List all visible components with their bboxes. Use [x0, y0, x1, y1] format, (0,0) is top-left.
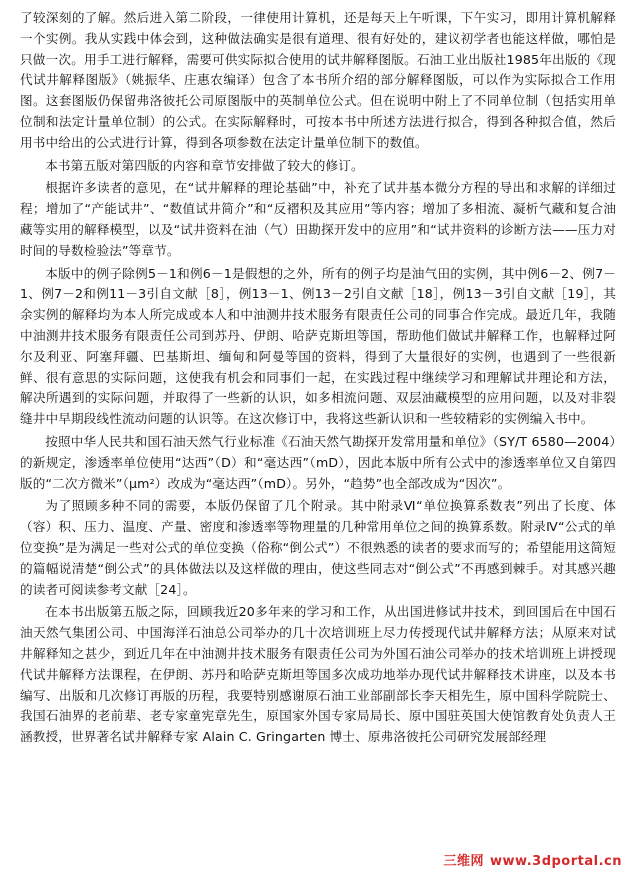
paragraph-7: 在本书出版第五版之际，回顾我近20多年来的学习和工作，从出国进修试井技术，到回国后在中国石油天然气集团公司、中国海洋石油总公司举办的几十次培训班上尽力传授现代试井解释方法；从原来对试井解释知之甚少，到近几年在中油测井技术服务有限责任公司为外国石油公司举办的技术培训班上讲授现代试井解释方法课程，在伊朗、苏丹和哈萨克斯坦等国多次成功地举办现代试井解释技术讲座，以及本书编写、出版和几次修订再版的历程，我要特别感谢原石油工业部副部长李天相先生，原中国科学院院士、我国石油界的老前辈、老专家童宪章先生，原国家外国专家局局长、原中国驻英国大使馆教育处负责人王涵教授，世界著名试井解释专家 Alain C. Gringarten 博士、原弗洛彼托公司研究发展部经理	[20, 604, 616, 745]
watermark-url: www.3dportal.cn	[490, 854, 622, 869]
paragraph-4: 本版中的例子除例5－1和例6－1是假想的之外，所有的例子均是油气田的实例，其中例6－2、例7－1、例7－2和例11－3引自文献［8］，例13－1、例13－2引自文献［18］，例13－3引自文献［19］，其余实例的解释均为本人所完成或本人和中油测井技术服务有限责任公司的同事合作完成。最近几年，我随中油测井技术服务有限责任公司到苏丹、伊朗、哈萨克斯坦等国，帮助他们做试井解释工作，也解释过阿尔及利亚、阿塞拜疆、巴基斯坦、缅甸和阿曼等国的资料，得到了大量很好的实例，也遇到了一些很新鲜、很有意思的实际问题，这使我有机会和同事们一起，在实践过程中继续学习和理解试井理论和方法，解决所遇到的实际问题，并取得了一些新的认识，如多相流问题、双层油藏模型的应用问题，以及对非裂缝井中早期段线性流动问题的认识等。在这次修订中，我将这些新认识和一些较精彩的实例编入书中。	[20, 265, 616, 427]
page-body	[20, 8, 616, 748]
paragraph-5: 按照中华人民共和国石油天然气行业标准《石油天然气勘探开发常用量和单位》（SY/T 6580—2004）的新规定，渗透率单位使用“达西”（D）和“毫达西”（mD），因此本版中所有公式中的渗透率单位又自第四版的“二次方微米”（μm²）改成为“毫达西”（mD）。另外，“趋势”也全部改成为“因次”。	[20, 433, 616, 491]
paragraph-3: 根据许多读者的意见，在“试井解释的理论基础”中，补充了试井基本微分方程的导出和求解的详细过程；增加了“产能试井”、“数值试井简介”和“反褶积及其应用”等内容；增加了多相流、凝析气藏和复合油藏等实用的解释模型，以及“试井资料在油（气）田勘探开发中的应用”和“试井资料的诊断方法——压力对时间的导数检验法”等章节。	[20, 180, 616, 258]
paragraph-2: 本书第五版对第四版的内容和章节安排做了较大的修订。	[45, 157, 364, 173]
paragraph-1: 了较深刻的了解。然后进入第二阶段，一律使用计算机，还是每天上午听课，下午实习，即用计算机解释一个实例。我从实践中体会到，这种做法确实是很有道理、很有好处的，建议初学者也能这样做，哪怕是只做一次。用手工进行解释，需要可供实际拟合使用的试井解释图版。石油工业出版社1985年出版的《现代试井解释图版》（姚振华、庄惠农编译）包含了本书所介绍的部分解释图版，可以作为实际拟合工作用图。这套图版仍保留弗洛彼托公司原图版中的英制单位公式。但在说明中附上了不同单位制（包括实用单位制和法定计量单位制）的公式。在实际解释时，可按本书中所述方法进行拟合，得到各种拟合值，然后用书中给出的公式进行计算，得到各项参数在法定计量单位制下的数值。	[20, 10, 616, 150]
watermark-chinese: 三维网	[443, 854, 485, 869]
site-watermark	[444, 850, 623, 869]
paragraph-6: 为了照顾多种不同的需要，本版仍保留了几个附录。其中附录Ⅵ“单位换算系数表”列出了长度、体（容）积、压力、温度、产量、密度和渗透率等物理量的几种常用单位之间的换算系数。附录Ⅳ“公式的单位变换”是为满足一些对公式的单位变换（俗称“倒公式”）不很熟悉的读者的要求而写的；希望能用这简短的篇幅说清楚“倒公式”的具体做法以及这样做的理由，使这些同志对“倒公式”不再感到棘手。对其感兴趣的读者可阅读参考文献［24］。	[20, 498, 616, 597]
